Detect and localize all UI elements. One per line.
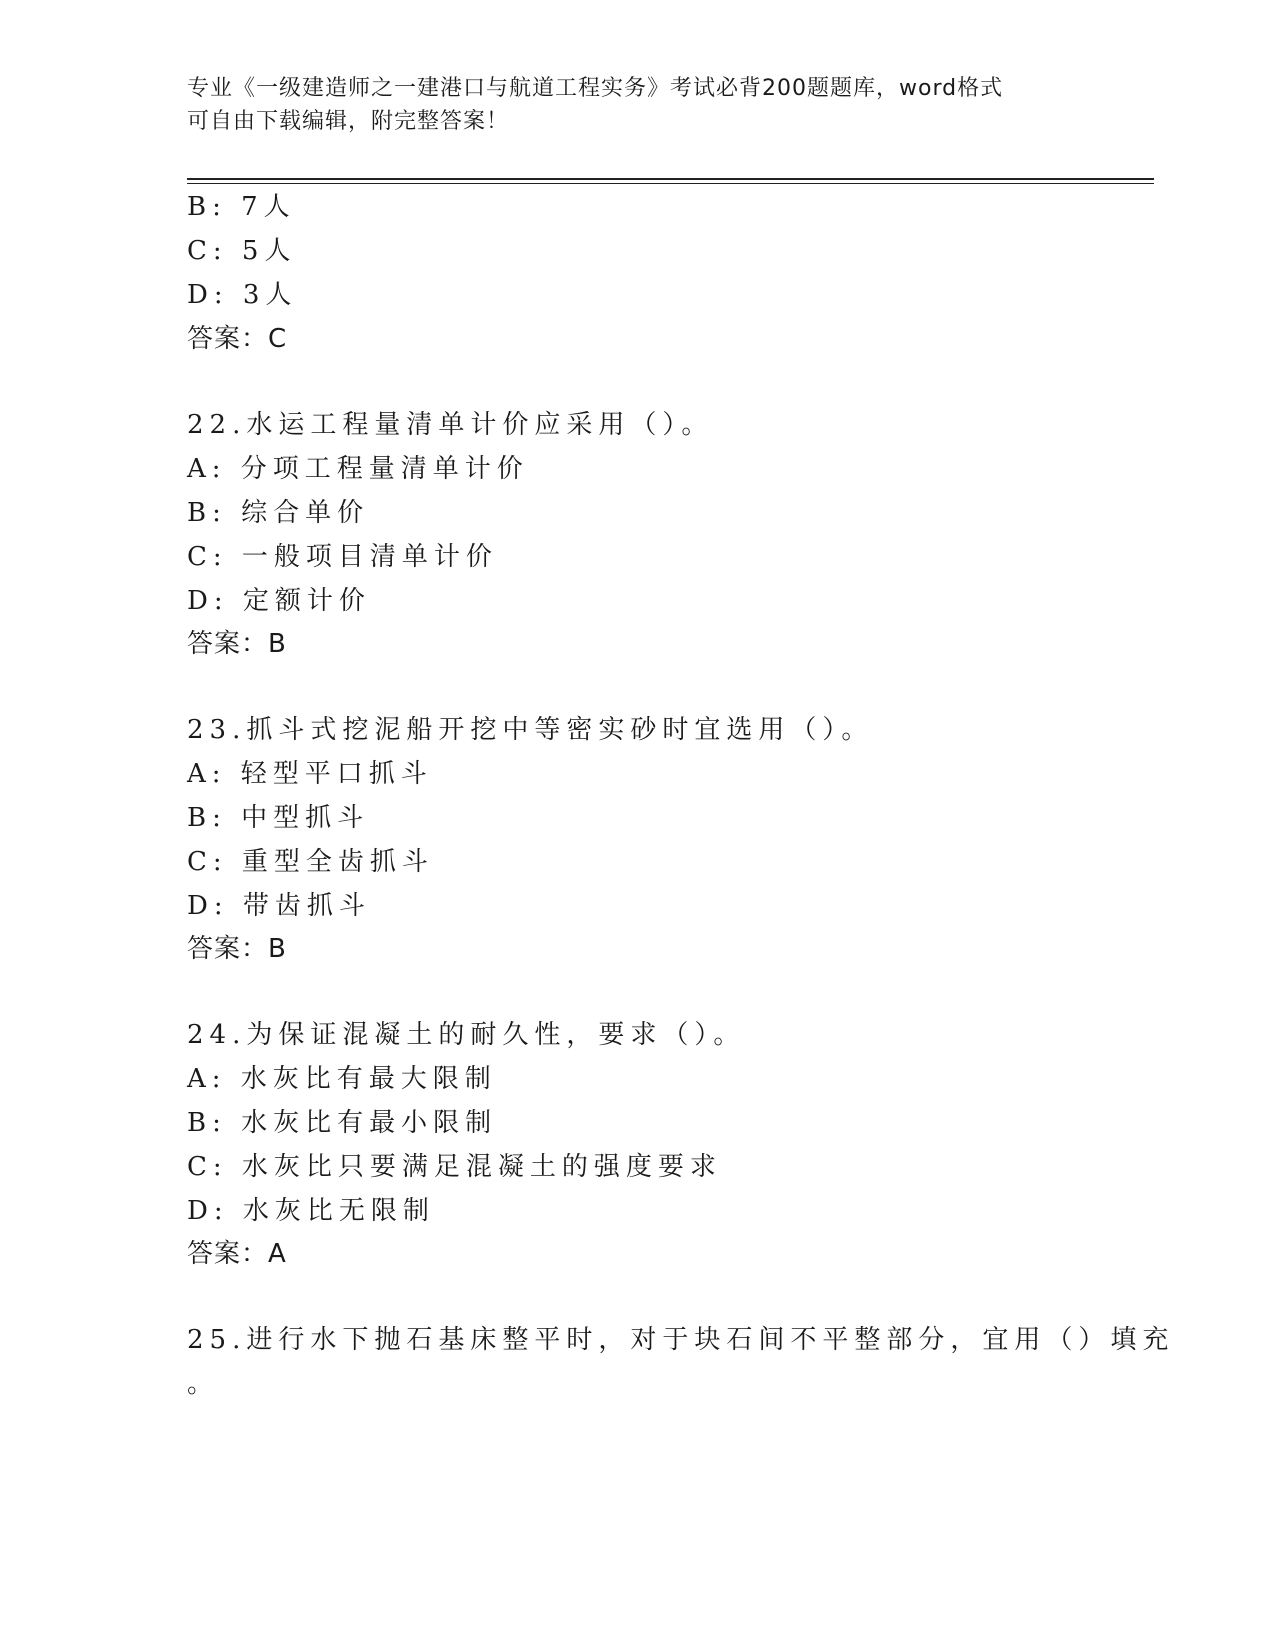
q23-option-a: A: 轻型平口抓斗: [187, 759, 433, 789]
q24-answer: 答案：A: [187, 1239, 287, 1269]
q23-option-b: B: 中型抓斗: [187, 803, 370, 833]
header-divider-thin: [187, 183, 1154, 184]
q23-question: 23.抓斗式挖泥船开挖中等密实砂时宜选用（）。: [187, 715, 874, 745]
header-title-line-2: 可自由下载编辑，附完整答案！: [187, 109, 510, 134]
q21-option-b: B: 7人: [187, 192, 296, 222]
q22-option-c: C: 一般项目清单计价: [187, 542, 498, 572]
header-title-line-1: 专业《一级建造师之一建港口与航道工程实务》考试必背200题题库，word格式: [187, 76, 1004, 101]
q24-option-d: D: 水灰比无限制: [187, 1196, 435, 1226]
q25-question: 25.进行水下抛石基床整平时，对于块石间不平整部分，宜用（）填充: [187, 1325, 1175, 1355]
q23-answer: 答案：B: [187, 934, 287, 964]
q22-question: 22.水运工程量清单计价应采用（）。: [187, 410, 714, 440]
q24-question: 24.为保证混凝土的耐久性，要求（）。: [187, 1020, 746, 1050]
q21-option-c: C: 5人: [187, 236, 297, 266]
document-header: [187, 72, 1087, 138]
q22-answer: 答案：B: [187, 629, 287, 659]
header-divider-thick: [187, 178, 1154, 180]
q23-option-d: D: 带齿抓斗: [187, 891, 371, 921]
q24-option-c: C: 水灰比只要满足混凝土的强度要求: [187, 1152, 722, 1182]
q25-question-continuation: 。: [187, 1369, 220, 1399]
q22-option-b: B: 综合单价: [187, 498, 370, 528]
q24-option-a: A: 水灰比有最大限制: [187, 1064, 497, 1094]
q21-answer: 答案：C: [187, 324, 288, 354]
q23-option-c: C: 重型全齿抓斗: [187, 847, 434, 877]
q22-option-d: D: 定额计价: [187, 586, 371, 616]
q24-option-b: B: 水灰比有最小限制: [187, 1108, 498, 1138]
q21-option-d: D: 3人: [187, 280, 298, 310]
q22-option-a: A: 分项工程量清单计价: [187, 454, 529, 484]
